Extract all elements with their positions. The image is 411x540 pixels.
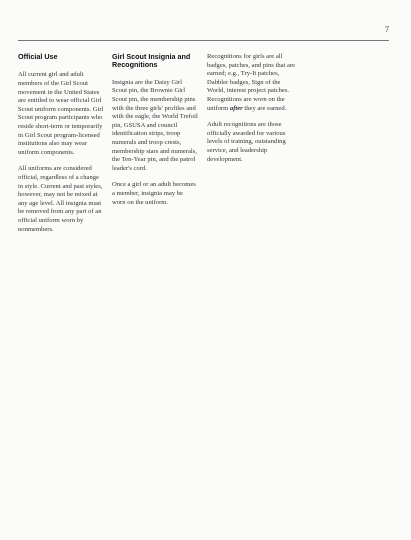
recognitions-text-end: they are earned. <box>242 104 287 112</box>
insignia-paragraph-2: Once a girl or an adult becomes a member, insignia may be worn on the uniform. <box>112 181 196 206</box>
official-use-paragraph-1: All current girl and adult members of the Girl Scout movement in the United States are entitled to wear official Girl Scout uniform components. Girl Scout program participants who reside short-term or temporarily in Girl Scout program-licensed institutions also may wear uniform components. <box>18 71 104 156</box>
official-use-heading: Official Use <box>18 52 58 61</box>
insignia-paragraph-1: Insignia are the Daisy Girl Scout pin, the Brownie Girl Scout pin, the membership pins with the three girls' profiles and with the eagle, the World Trefoil pin, GSUSA and council identification strips, troop numerals and troop crests, membership stars and numerals, the Ten-Year pin, and the patrol leader's cord. <box>112 78 198 172</box>
top-rule <box>18 40 389 41</box>
recognitions-paragraph-1 <box>207 53 299 113</box>
column-insignia <box>112 53 198 215</box>
official-use-paragraph-2: All uniforms are considered official, regardless of a change in style. Current and past styles, however, may not be mixed at any age level. All insignia must be removed from any part of an official uniform worn by nonmembers. <box>18 165 103 233</box>
insignia-heading: Girl Scout Insignia and Recognitions <box>112 52 191 70</box>
recognitions-text-start: Recognitions for girls are all badges, patches, and pins that are earned; e.g., Try-It patches, Dabbler badges, Sign of the World, interest project patches. Recognitions are worn on the uniform <box>207 53 296 112</box>
recognitions-emphasis: after <box>229 104 243 112</box>
page-number: 7 <box>385 25 389 34</box>
recognitions-paragraph-2: Adult recognitions are those officially awarded for various levels of training, outstanding service, and leadership development. <box>207 121 286 163</box>
column-recognitions <box>207 53 299 172</box>
column-official-use <box>18 53 104 242</box>
